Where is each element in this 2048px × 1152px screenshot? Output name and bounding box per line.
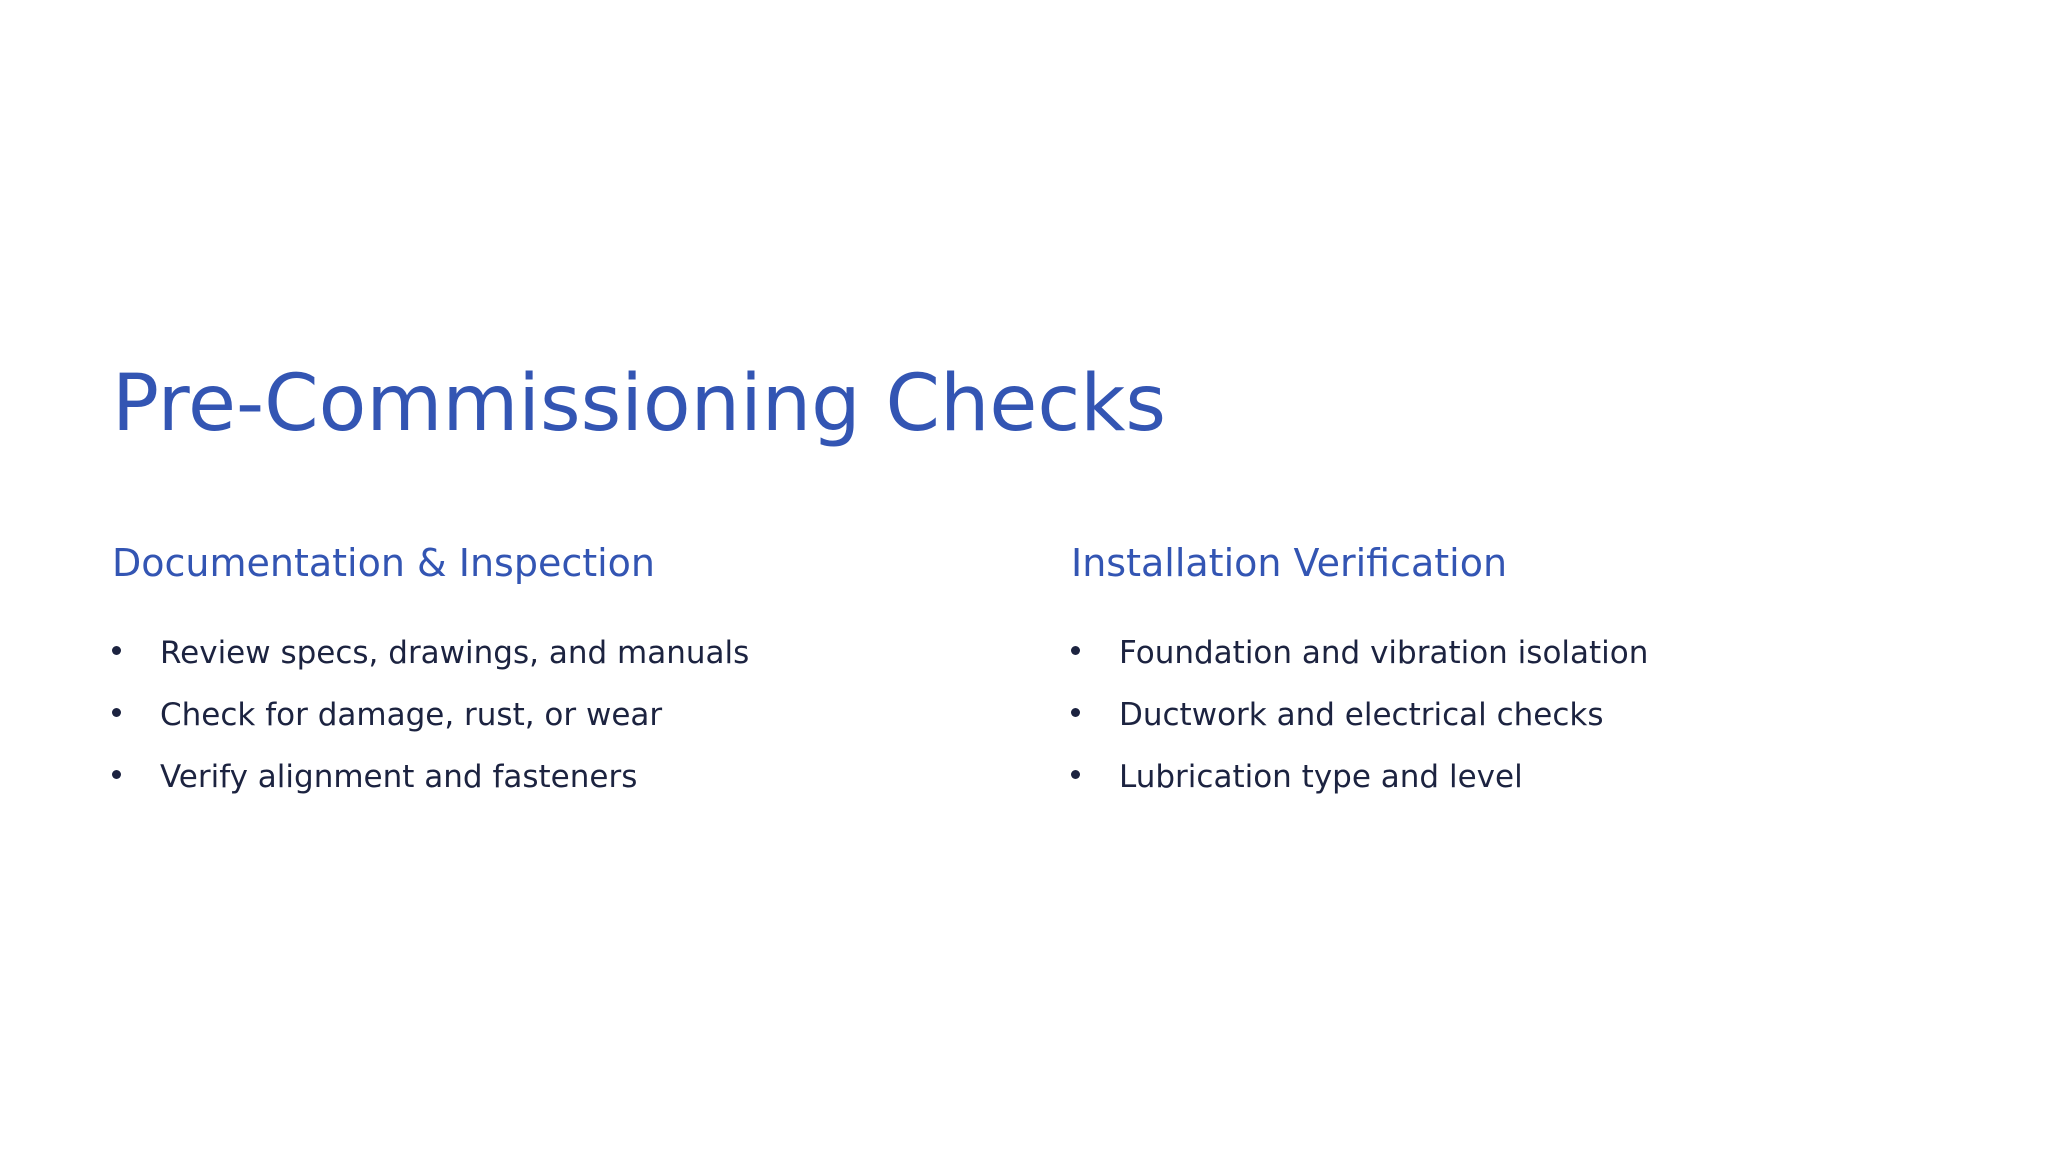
list-item [1071,746,1931,808]
bullet-icon [1071,708,1080,717]
list-item [112,746,972,808]
list-item-text: Ductwork and electrical checks [1119,697,1604,733]
list-item-text: Review specs, drawings, and manuals [160,635,750,671]
column-installation-verification [1071,536,1931,808]
list-item-text: Check for damage, rust, or wear [160,697,663,733]
bullet-icon [1071,770,1080,779]
list-item [112,622,972,684]
bullet-icon [112,708,121,717]
list-item-text: Foundation and vibration isolation [1119,635,1649,671]
list-item [1071,622,1931,684]
bullet-icon [112,646,121,655]
list-item [112,684,972,746]
column-documentation-inspection [112,536,972,808]
list-item [1071,684,1931,746]
column-heading: Documentation & Inspection [112,541,656,585]
slide-title: Pre-Commissioning Checks [112,359,1167,449]
list-item-text: Verify alignment and fasteners [160,759,638,795]
bullet-icon [112,770,121,779]
bullet-list [1071,622,1931,808]
bullet-icon [1071,646,1080,655]
list-item-text: Lubrication type and level [1119,759,1523,795]
bullet-list [112,622,972,808]
column-heading: Installation Verification [1071,541,1508,585]
